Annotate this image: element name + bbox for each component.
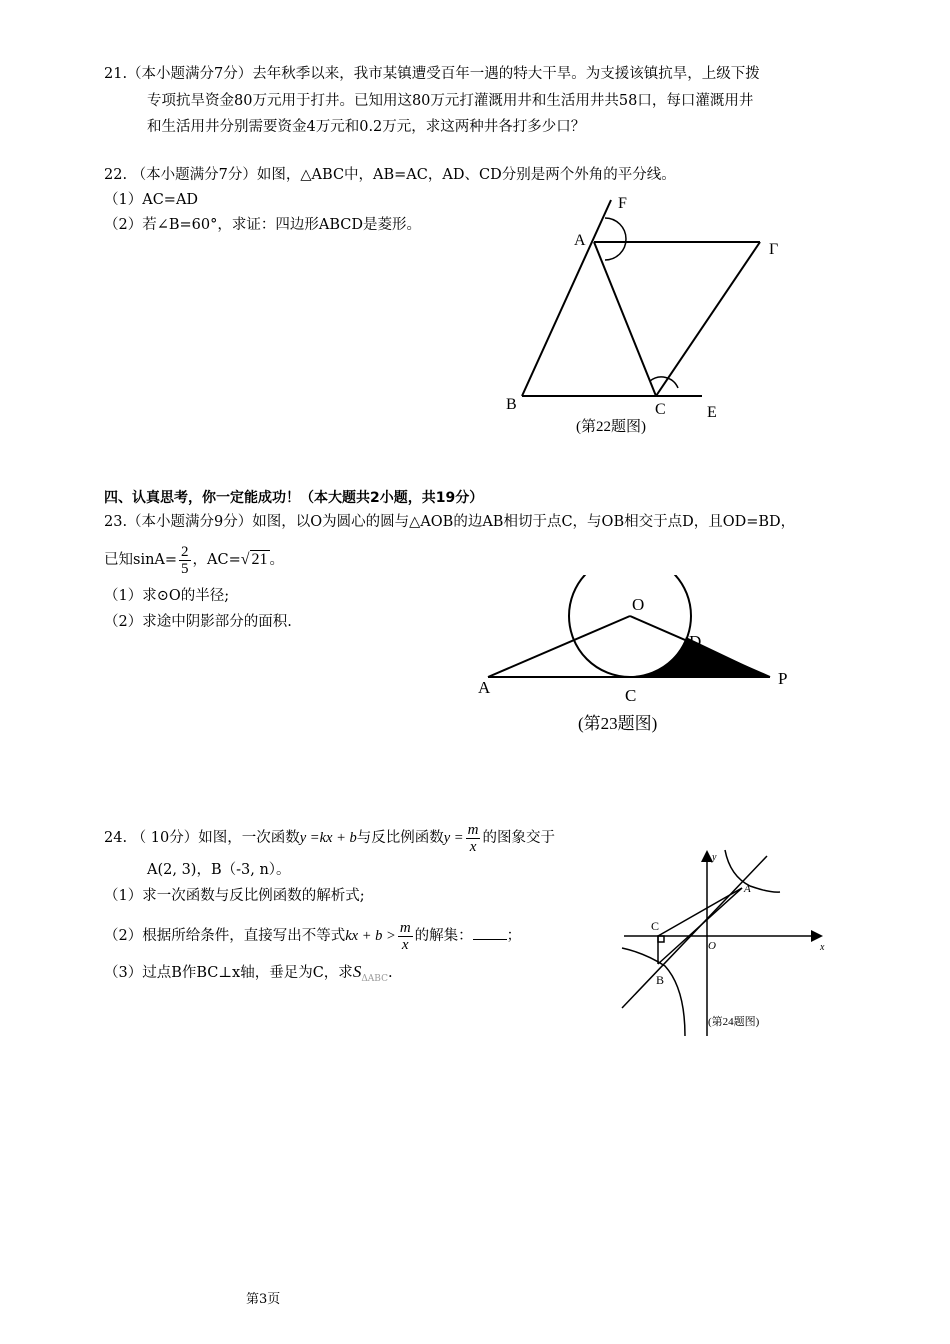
- line-AB: [658, 888, 742, 964]
- q24-part3-prefix: （3）过点B作BC⊥x轴，垂足为C，求: [104, 965, 353, 981]
- q24-stem-mid: 与反比例函数: [356, 830, 444, 846]
- q24-stem-end: 的图象交于: [482, 830, 555, 846]
- inverse-function-left: y =: [443, 830, 464, 846]
- q21-line3: 和生活用井分别需要资金4万元和0.2万元，求这两种井各打多少口？: [147, 119, 586, 135]
- sin-denominator: 5: [181, 560, 189, 577]
- label-D: Γ: [769, 241, 779, 258]
- label-D: D: [689, 632, 702, 651]
- q24-part3: [104, 962, 393, 989]
- label-A: A: [574, 232, 586, 249]
- q24-part1: （1）求一次函数与反比例函数的解析式;: [104, 888, 365, 904]
- inverse-fraction: [466, 822, 481, 855]
- q24-part3-end: .: [387, 965, 393, 981]
- sqrt-expression: √ 21: [240, 551, 268, 568]
- right-angle-marker: [658, 936, 664, 942]
- line-CD: [656, 242, 760, 396]
- q23-stem2: [104, 540, 284, 580]
- q22-caption: (第22题图): [576, 419, 646, 435]
- label-F: F: [618, 195, 627, 212]
- line-AC: [594, 242, 656, 396]
- q23-stem2-end: 。: [269, 552, 285, 568]
- label-C: C: [625, 686, 637, 705]
- q24-figure: [620, 848, 835, 1038]
- inequality-fraction: [398, 920, 413, 953]
- q22-figure: [490, 188, 790, 438]
- label-B: B: [656, 973, 665, 987]
- q24-part2-prefix: （2）根据所给条件，直接写出不等式: [104, 928, 346, 944]
- line-AC: [658, 888, 742, 936]
- fraction-denominator: x: [469, 838, 477, 855]
- sin-fraction: [179, 544, 191, 577]
- q23-stem2-mid: ，AC=: [192, 552, 241, 568]
- q23-caption: (第23题图): [578, 714, 658, 733]
- page-number: 第3页: [246, 1292, 281, 1307]
- label-O: O: [708, 940, 716, 952]
- sin-numerator: 2: [181, 543, 189, 560]
- label-E: E: [707, 404, 717, 421]
- linear-function: y =kx + b: [299, 830, 357, 846]
- q22-part2: （2）若∠B=60°，求证：四边形ABCD是菱形。: [104, 217, 421, 233]
- ineq-numerator: m: [399, 919, 411, 936]
- q24-points: A(2, 3)，B（-3, n）。: [147, 862, 291, 878]
- label-C: C: [651, 919, 660, 933]
- label-C: C: [655, 401, 666, 418]
- label-A: A: [744, 883, 751, 895]
- area-subscript: ΔABC: [361, 973, 388, 984]
- q23-stem1: 23.（本小题满分9分）如图，以O为圆心的圆与△AOB的边AB相切于点C，与OB相交于点D，且OD=BD，: [104, 514, 796, 530]
- label-x: x: [820, 942, 825, 953]
- section4-heading: 四、认真思考，你一定能成功！（本大题共2小题，共19分）: [104, 490, 484, 506]
- sqrt-value: 21: [251, 551, 268, 568]
- angle-arc-A: [605, 218, 626, 260]
- q22-part1: （1）AC=AD: [104, 192, 199, 208]
- label-A: A: [478, 678, 491, 697]
- linear-graph: [622, 856, 767, 1008]
- q24-stem: [104, 816, 555, 860]
- q23-figure: [470, 575, 810, 745]
- label-B: B: [506, 396, 517, 413]
- q24-caption: (第24题图): [708, 1016, 760, 1028]
- area-symbol: S: [352, 962, 362, 981]
- q23-stem2-prefix: 已知sinA=: [104, 552, 178, 568]
- label-y: y: [712, 852, 717, 863]
- q24-part2-end: ；: [506, 928, 522, 944]
- q21-line2: 专项抗旱资金80万元用于打井。已知用这80万元打灌溉用井和生活用井共58口，每口灌溉用井: [147, 93, 754, 109]
- q23-part1: （1）求⊙O的半径;: [104, 588, 230, 604]
- q22-stem: 22. （本小题满分7分）如图，△ABC中，AB=AC，AD、CD分别是两个外角的平分线。: [104, 167, 676, 183]
- label-O: O: [632, 595, 645, 614]
- line-BF: [522, 200, 611, 396]
- q24-part2-suffix: 的解集：: [414, 928, 473, 944]
- hyperbola-branch-2: [622, 948, 685, 1036]
- label-B: P: [778, 669, 788, 688]
- line-AO: [488, 616, 630, 677]
- ineq-denominator: x: [401, 936, 409, 953]
- q24-part2: [104, 914, 521, 958]
- q21-line1: 21.（本小题满分7分）去年秋季以来，我市某镇遭受百年一遇的特大干旱。为支援该镇抗旱，上级下拨: [104, 66, 760, 82]
- fraction-numerator: m: [467, 821, 479, 838]
- q24-stem-prefix: 24. （ 10分）如图，一次函数: [104, 830, 300, 846]
- inequality-left: kx + b >: [345, 928, 396, 944]
- answer-blank[interactable]: [473, 927, 507, 940]
- q23-part2: （2）求途中阴影部分的面积.: [104, 614, 292, 630]
